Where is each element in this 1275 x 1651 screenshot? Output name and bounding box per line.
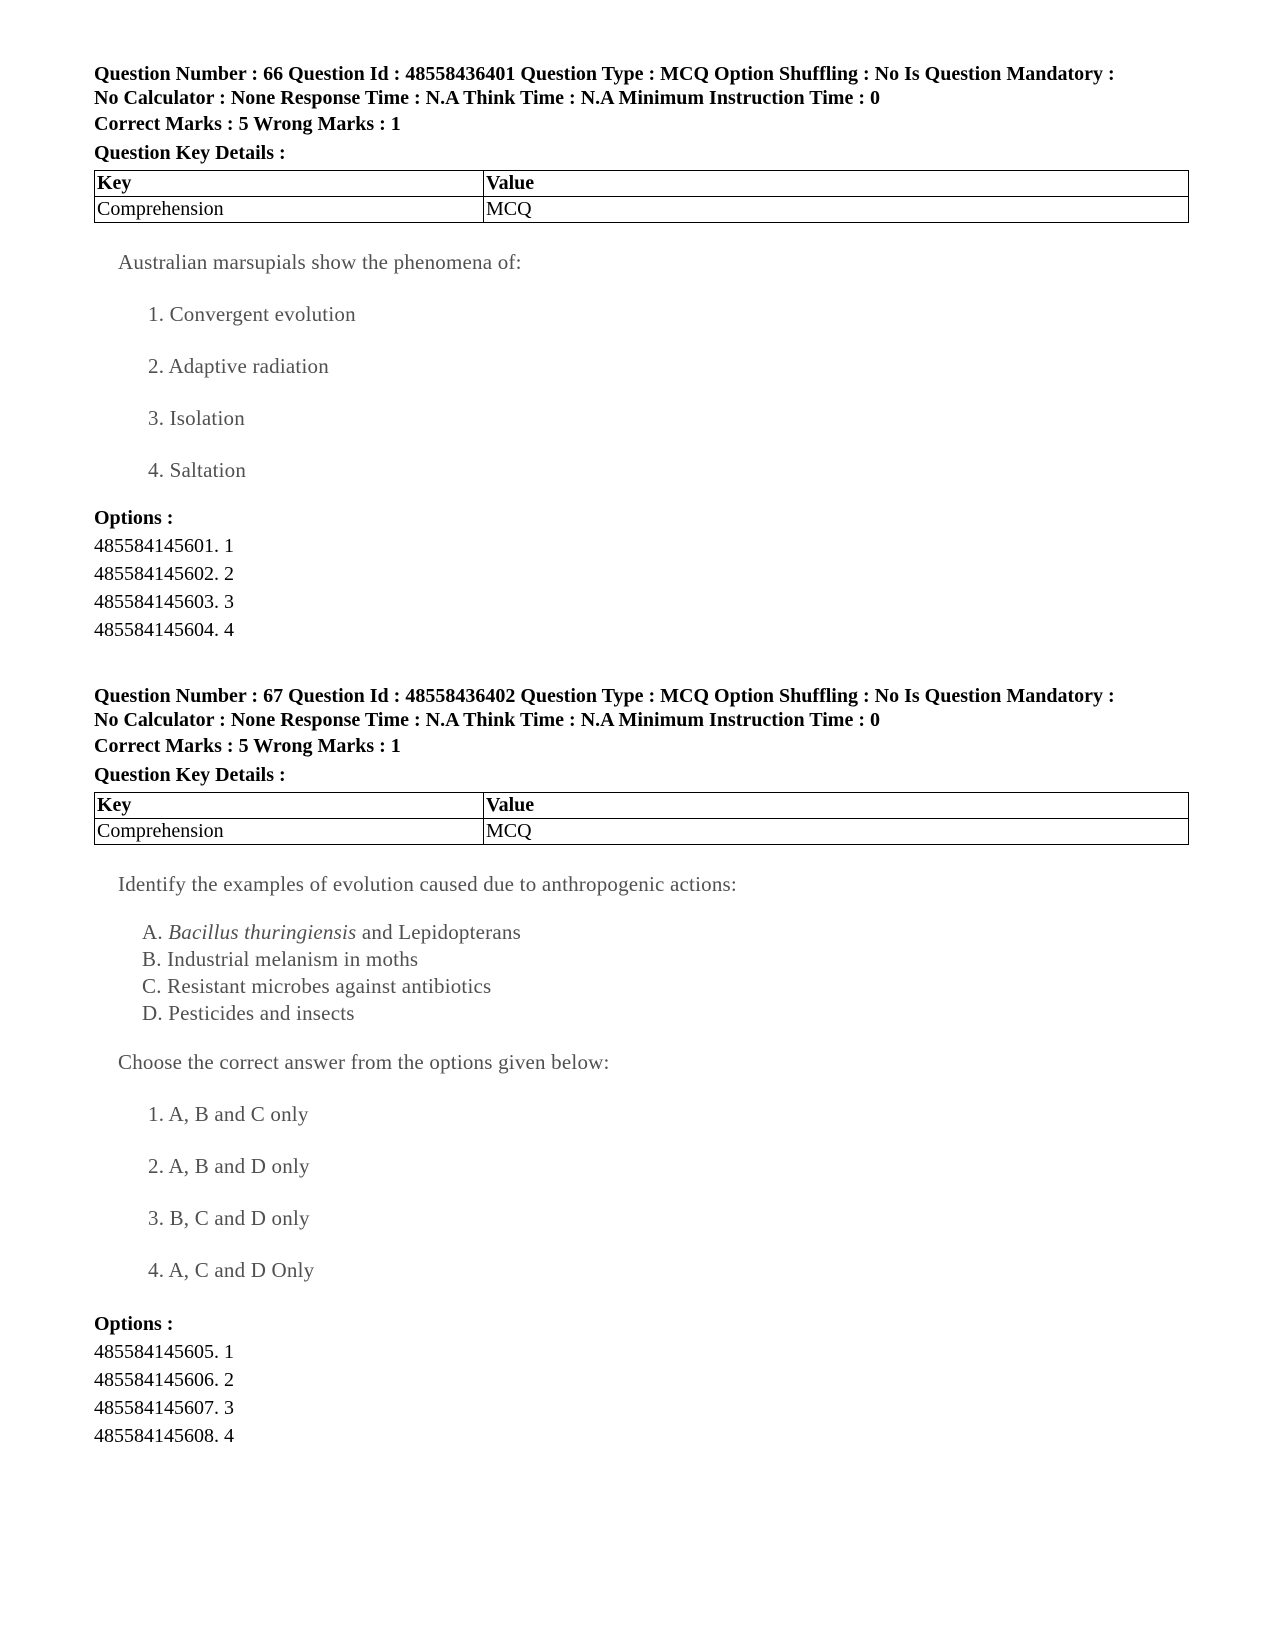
question-67-options: [94, 1313, 1194, 1453]
option-item: 485584145607. 3: [94, 1397, 234, 1419]
table-row: [95, 197, 1189, 223]
choice-3: 3. Isolation: [148, 406, 245, 430]
statement-a-species: Bacillus thuringiensis: [168, 920, 357, 944]
key-details-label: Question Key Details :: [94, 142, 286, 164]
statement-d: D. Pesticides and insects: [142, 1001, 355, 1025]
question-67-image: [94, 872, 1194, 1302]
option-item: 485584145602. 2: [94, 563, 234, 585]
table-header-key: Key: [95, 793, 484, 819]
marks-line: Correct Marks : 5 Wrong Marks : 1: [94, 735, 401, 757]
table-header-row: [95, 793, 1189, 819]
question-67: [94, 684, 1194, 845]
choice-4: 4. Saltation: [148, 458, 247, 482]
option-item: 485584145608. 4: [94, 1425, 234, 1447]
option-item: 485584145605. 1: [94, 1341, 234, 1363]
table-cell-value: MCQ: [484, 197, 1189, 223]
choice-2: 2. Adaptive radiation: [148, 354, 329, 378]
choice-1: 1. Convergent evolution: [148, 302, 356, 326]
statement-b: B. Industrial melanism in moths: [142, 947, 419, 971]
option-item: 485584145606. 2: [94, 1369, 234, 1391]
key-details-label: Question Key Details :: [94, 764, 286, 786]
choice-1: 1. A, B and C only: [148, 1102, 309, 1126]
question-66-options: [94, 507, 1194, 647]
question-66-image: [94, 250, 1194, 500]
option-item: 485584145601. 1: [94, 535, 234, 557]
question-stem: Australian marsupials show the phenomena of:: [118, 250, 522, 274]
key-details-table: [94, 792, 1189, 845]
option-item: 485584145604. 4: [94, 619, 234, 641]
question-header-line2: No Calculator : None Response Time : N.A Think Time : N.A Minimum Instruction Time : 0: [94, 87, 880, 109]
table-header-value: Value: [484, 171, 1189, 197]
key-details-table: [94, 170, 1189, 223]
statement-a-suffix: and Lepidopterans: [356, 920, 521, 944]
statement-c: C. Resistant microbes against antibiotics: [142, 974, 492, 998]
choice-2: 2. A, B and D only: [148, 1154, 310, 1178]
choice-4: 4. A, C and D Only: [148, 1258, 315, 1282]
question-stem: Identify the examples of evolution caused due to anthropogenic actions:: [118, 872, 737, 896]
table-header-row: [95, 171, 1189, 197]
instruction-text: Choose the correct answer from the options given below:: [118, 1050, 610, 1074]
question-66: [94, 62, 1194, 223]
table-row: [95, 819, 1189, 845]
question-header-line2: No Calculator : None Response Time : N.A Think Time : N.A Minimum Instruction Time : 0: [94, 709, 880, 731]
table-cell-key: Comprehension: [95, 819, 484, 845]
statement-a: [142, 920, 521, 945]
options-label: Options :: [94, 1313, 174, 1335]
statement-a-prefix: A.: [142, 920, 169, 944]
table-header-value: Value: [484, 793, 1189, 819]
question-header-line1: Question Number : 67 Question Id : 48558436402 Question Type : MCQ Option Shuffling : No Is Question Mandatory :: [94, 685, 1115, 707]
table-cell-value: MCQ: [484, 819, 1189, 845]
marks-line: Correct Marks : 5 Wrong Marks : 1: [94, 113, 401, 135]
option-item: 485584145603. 3: [94, 591, 234, 613]
table-header-key: Key: [95, 171, 484, 197]
question-header-line1: Question Number : 66 Question Id : 48558436401 Question Type : MCQ Option Shuffling : No Is Question Mandatory :: [94, 63, 1115, 85]
choice-3: 3. B, C and D only: [148, 1206, 310, 1230]
options-label: Options :: [94, 507, 174, 529]
table-cell-key: Comprehension: [95, 197, 484, 223]
